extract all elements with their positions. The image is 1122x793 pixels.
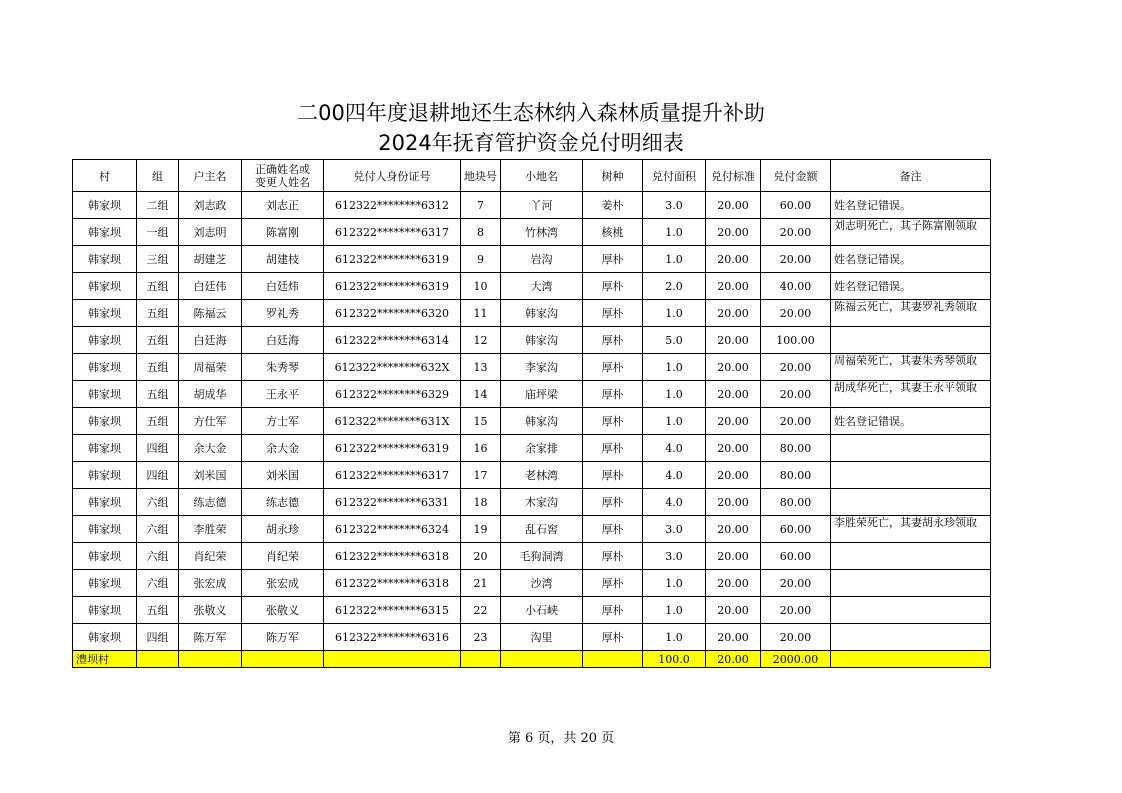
table-row [73,354,991,381]
cell-note: 李胜荣死亡，其妻胡永珍领取 [831,516,991,543]
page-footer: 第 6 页，共 20 页 [507,731,615,746]
cell-owner: 陈万军 [179,624,242,651]
cell-area: 1.0 [643,219,706,246]
table-row [73,192,991,219]
header-id: 兑付人身份证号 [324,160,461,192]
cell-id: 612322********6317 [324,219,461,246]
cell-amount: 60.00 [761,543,831,570]
cell-place: 韩家沟 [501,327,583,354]
total-row [73,651,991,668]
header-standard: 兑付标准 [706,160,761,192]
table-row [73,273,991,300]
total-empty [242,651,324,668]
cell-place: 沙湾 [501,570,583,597]
cell-place: 余家排 [501,435,583,462]
cell-plot: 15 [461,408,501,435]
cell-correct-name: 胡建枝 [242,246,324,273]
cell-species: 厚朴 [583,570,643,597]
table-row [73,462,991,489]
total-empty [583,651,643,668]
cell-area: 5.0 [643,327,706,354]
cell-plot: 16 [461,435,501,462]
cell-correct-name: 练志德 [242,489,324,516]
cell-species: 厚朴 [583,381,643,408]
cell-area: 1.0 [643,381,706,408]
cell-owner: 张敬义 [179,597,242,624]
cell-village: 韩家坝 [73,327,137,354]
cell-plot: 13 [461,354,501,381]
cell-plot: 12 [461,327,501,354]
cell-place: 李家沟 [501,354,583,381]
cell-note: 姓名登记错误。 [831,246,991,273]
cell-correct-name: 罗礼秀 [242,300,324,327]
cell-note: 刘志明死亡，其子陈富刚领取 [831,219,991,246]
cell-village: 韩家坝 [73,462,137,489]
cell-correct-name: 白廷炜 [242,273,324,300]
cell-amount: 80.00 [761,462,831,489]
cell-owner: 李胜荣 [179,516,242,543]
cell-area: 1.0 [643,624,706,651]
cell-note: 陈福云死亡，其妻罗礼秀领取 [831,300,991,327]
total-empty [831,651,991,668]
cell-owner: 张宏成 [179,570,242,597]
cell-note [831,489,991,516]
cell-owner: 刘志政 [179,192,242,219]
cell-species: 厚朴 [583,624,643,651]
cell-correct-name: 王永平 [242,381,324,408]
cell-place: 木家沟 [501,489,583,516]
cell-amount: 20.00 [761,597,831,624]
cell-area: 3.0 [643,516,706,543]
cell-correct-name: 胡永珍 [242,516,324,543]
cell-standard: 20.00 [706,219,761,246]
cell-amount: 20.00 [761,624,831,651]
cell-amount: 100.00 [761,327,831,354]
cell-amount: 80.00 [761,435,831,462]
cell-village: 韩家坝 [73,489,137,516]
title-line-2: 2024年抚育管护资金兑付明细表 [378,131,684,155]
cell-owner: 刘志明 [179,219,242,246]
cell-id: 612322********6329 [324,381,461,408]
cell-standard: 20.00 [706,273,761,300]
cell-standard: 20.00 [706,543,761,570]
cell-correct-name: 方士军 [242,408,324,435]
header-note: 备注 [831,160,991,192]
cell-area: 1.0 [643,408,706,435]
header-amount: 兑付金额 [761,160,831,192]
cell-group: 五组 [137,273,179,300]
header-correct-name [242,160,324,192]
cell-village: 韩家坝 [73,516,137,543]
cell-id: 612322********6319 [324,435,461,462]
cell-amount: 20.00 [761,408,831,435]
table-row [73,327,991,354]
header-species: 树种 [583,160,643,192]
total-standard: 20.00 [706,651,761,668]
cell-correct-name: 刘米国 [242,462,324,489]
cell-owner: 胡成华 [179,381,242,408]
table-row [73,300,991,327]
cell-species: 厚朴 [583,489,643,516]
cell-note [831,570,991,597]
cell-standard: 20.00 [706,408,761,435]
cell-correct-name: 白廷海 [242,327,324,354]
cell-group: 四组 [137,624,179,651]
cell-correct-name: 余大金 [242,435,324,462]
cell-group: 五组 [137,354,179,381]
cell-standard: 20.00 [706,435,761,462]
cell-amount: 80.00 [761,489,831,516]
cell-id: 612322********6314 [324,327,461,354]
cell-place: 沟里 [501,624,583,651]
cell-group: 五组 [137,300,179,327]
payment-table [72,159,991,668]
cell-species: 厚朴 [583,327,643,354]
cell-plot: 17 [461,462,501,489]
cell-standard: 20.00 [706,246,761,273]
cell-village: 韩家坝 [73,273,137,300]
cell-plot: 10 [461,273,501,300]
cell-id: 612322********6320 [324,300,461,327]
cell-note [831,327,991,354]
cell-standard: 20.00 [706,192,761,219]
cell-village: 韩家坝 [73,300,137,327]
cell-species: 厚朴 [583,273,643,300]
cell-amount: 20.00 [761,354,831,381]
cell-group: 六组 [137,489,179,516]
cell-plot: 8 [461,219,501,246]
header-place: 小地名 [501,160,583,192]
cell-note [831,597,991,624]
cell-owner: 白廷海 [179,327,242,354]
cell-species: 厚朴 [583,246,643,273]
cell-area: 1.0 [643,570,706,597]
cell-amount: 20.00 [761,570,831,597]
cell-owner: 陈福云 [179,300,242,327]
cell-amount: 60.00 [761,192,831,219]
cell-species: 厚朴 [583,597,643,624]
cell-plot: 7 [461,192,501,219]
cell-place: 韩家沟 [501,300,583,327]
cell-note: 姓名登记错误。 [831,192,991,219]
cell-species: 厚朴 [583,516,643,543]
cell-group: 五组 [137,381,179,408]
cell-plot: 18 [461,489,501,516]
cell-group: 三组 [137,246,179,273]
cell-amount: 20.00 [761,246,831,273]
header-correct-name-l2: 变更人姓名 [255,175,310,189]
cell-group: 六组 [137,516,179,543]
cell-id: 612322********6319 [324,246,461,273]
header-owner: 户主名 [179,160,242,192]
total-empty [137,651,179,668]
header-village: 村 [73,160,137,192]
cell-standard: 20.00 [706,300,761,327]
cell-owner: 刘米国 [179,462,242,489]
cell-group: 五组 [137,408,179,435]
cell-species: 厚朴 [583,543,643,570]
cell-place: 韩家沟 [501,408,583,435]
cell-correct-name: 陈富刚 [242,219,324,246]
total-empty [461,651,501,668]
total-area: 100.0 [643,651,706,668]
cell-place: 老林湾 [501,462,583,489]
cell-place: 乱石窖 [501,516,583,543]
cell-group: 五组 [137,597,179,624]
cell-standard: 20.00 [706,570,761,597]
cell-correct-name: 张敬义 [242,597,324,624]
cell-group: 二组 [137,192,179,219]
total-empty [179,651,242,668]
cell-group: 六组 [137,543,179,570]
cell-note: 姓名登记错误。 [831,408,991,435]
cell-amount: 20.00 [761,381,831,408]
cell-correct-name: 肖纪荣 [242,543,324,570]
table-row [73,543,991,570]
cell-area: 1.0 [643,246,706,273]
cell-owner: 肖纪荣 [179,543,242,570]
cell-plot: 21 [461,570,501,597]
title-line-1: 二00四年度退耕地还生态林纳入森林质量提升补助 [297,101,765,125]
cell-correct-name: 刘志正 [242,192,324,219]
cell-area: 3.0 [643,192,706,219]
cell-village: 韩家坝 [73,219,137,246]
cell-owner: 周福荣 [179,354,242,381]
cell-owner: 胡建芝 [179,246,242,273]
cell-group: 六组 [137,570,179,597]
cell-species: 厚朴 [583,435,643,462]
cell-village: 韩家坝 [73,354,137,381]
cell-id: 612322********6317 [324,462,461,489]
cell-note [831,435,991,462]
cell-area: 4.0 [643,435,706,462]
cell-amount: 20.00 [761,219,831,246]
cell-village: 韩家坝 [73,570,137,597]
cell-group: 四组 [137,435,179,462]
cell-place: 竹林湾 [501,219,583,246]
cell-id: 612322********632X [324,354,461,381]
cell-correct-name: 陈万军 [242,624,324,651]
cell-group: 一组 [137,219,179,246]
cell-correct-name: 张宏成 [242,570,324,597]
cell-standard: 20.00 [706,354,761,381]
cell-village: 韩家坝 [73,408,137,435]
cell-id: 612322********6318 [324,543,461,570]
cell-note: 姓名登记错误。 [831,273,991,300]
cell-place: 大湾 [501,273,583,300]
cell-id: 612322********631X [324,408,461,435]
cell-id: 612322********6312 [324,192,461,219]
cell-note [831,462,991,489]
cell-plot: 20 [461,543,501,570]
cell-amount: 60.00 [761,516,831,543]
cell-village: 韩家坝 [73,246,137,273]
cell-id: 612322********6316 [324,624,461,651]
table-row [73,435,991,462]
cell-plot: 9 [461,246,501,273]
header-plot: 地块号 [461,160,501,192]
cell-note: 胡成华死亡，其妻王永平领取 [831,381,991,408]
total-amount: 2000.00 [761,651,831,668]
cell-standard: 20.00 [706,327,761,354]
cell-id: 612322********6315 [324,597,461,624]
cell-standard: 20.00 [706,489,761,516]
cell-standard: 20.00 [706,516,761,543]
cell-standard: 20.00 [706,462,761,489]
cell-standard: 20.00 [706,381,761,408]
table-row [73,597,991,624]
cell-species: 厚朴 [583,462,643,489]
cell-group: 四组 [137,462,179,489]
cell-area: 1.0 [643,597,706,624]
cell-area: 1.0 [643,354,706,381]
header-group: 组 [137,160,179,192]
cell-owner: 余大金 [179,435,242,462]
cell-id: 612322********6318 [324,570,461,597]
cell-plot: 22 [461,597,501,624]
cell-species: 姜朴 [583,192,643,219]
cell-plot: 19 [461,516,501,543]
cell-correct-name: 朱秀琴 [242,354,324,381]
cell-place: 小石峡 [501,597,583,624]
cell-amount: 40.00 [761,273,831,300]
cell-village: 韩家坝 [73,543,137,570]
table-row [73,570,991,597]
header-row [73,160,991,192]
table-row [73,246,991,273]
table-row [73,624,991,651]
cell-village: 韩家坝 [73,192,137,219]
cell-note: 周福荣死亡，其妻朱秀琴领取 [831,354,991,381]
cell-group: 五组 [137,327,179,354]
cell-id: 612322********6319 [324,273,461,300]
cell-id: 612322********6324 [324,516,461,543]
table-row [73,516,991,543]
cell-amount: 20.00 [761,300,831,327]
cell-village: 韩家坝 [73,624,137,651]
cell-species: 厚朴 [583,408,643,435]
cell-species: 厚朴 [583,354,643,381]
cell-owner: 练志德 [179,489,242,516]
cell-standard: 20.00 [706,597,761,624]
cell-place: 岩沟 [501,246,583,273]
cell-village: 韩家坝 [73,381,137,408]
cell-plot: 11 [461,300,501,327]
cell-note [831,624,991,651]
cell-area: 3.0 [643,543,706,570]
cell-owner: 方仕军 [179,408,242,435]
cell-plot: 14 [461,381,501,408]
table-row [73,381,991,408]
table-row [73,219,991,246]
total-label: 澧坝村 [73,651,137,668]
cell-note [831,543,991,570]
cell-id: 612322********6331 [324,489,461,516]
header-area: 兑付面积 [643,160,706,192]
cell-plot: 23 [461,624,501,651]
cell-area: 2.0 [643,273,706,300]
cell-village: 韩家坝 [73,435,137,462]
cell-place: 毛狗洞湾 [501,543,583,570]
cell-area: 4.0 [643,462,706,489]
cell-place: 丫河 [501,192,583,219]
header-correct-name-l1: 正确姓名或 [255,162,310,176]
table-row [73,489,991,516]
cell-area: 1.0 [643,300,706,327]
total-empty [324,651,461,668]
cell-owner: 白廷伟 [179,273,242,300]
table-row [73,408,991,435]
cell-place: 庙坪梁 [501,381,583,408]
cell-species: 核桃 [583,219,643,246]
cell-species: 厚朴 [583,300,643,327]
cell-standard: 20.00 [706,624,761,651]
total-empty [501,651,583,668]
cell-area: 4.0 [643,489,706,516]
cell-village: 韩家坝 [73,597,137,624]
